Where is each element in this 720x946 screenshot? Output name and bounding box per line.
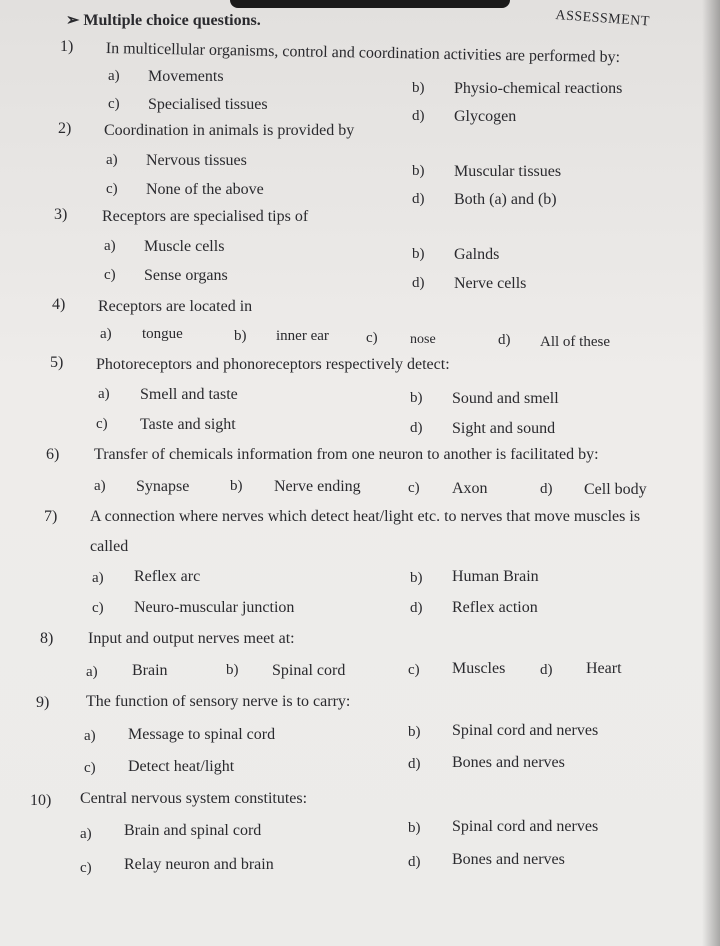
assessment-label: ASSESSMENT bbox=[554, 8, 651, 30]
option-label: b) bbox=[230, 478, 243, 494]
option-b: Spinal cord bbox=[272, 662, 346, 679]
option-a: Brain and spinal cord bbox=[124, 822, 262, 839]
option-c: Specialised tissues bbox=[148, 96, 268, 113]
option-c: Neuro-muscular junction bbox=[134, 599, 295, 616]
option-d: Bones and nerves bbox=[452, 754, 565, 771]
question-number: 9) bbox=[36, 694, 50, 711]
bullet-icon: ➢ bbox=[66, 12, 80, 29]
option-a: tongue bbox=[142, 326, 183, 342]
option-label: c) bbox=[80, 860, 92, 876]
option-label: a) bbox=[86, 664, 98, 680]
option-label: b) bbox=[226, 662, 239, 678]
option-d: Both (a) and (b) bbox=[454, 191, 557, 208]
option-a: Movements bbox=[148, 68, 224, 85]
option-d: Cell body bbox=[584, 481, 647, 498]
option-d: Bones and nerves bbox=[452, 851, 565, 868]
option-label: a) bbox=[104, 238, 116, 254]
option-label: b) bbox=[234, 328, 247, 344]
option-label: a) bbox=[92, 570, 104, 586]
section-title-text: Multiple choice questions. bbox=[83, 12, 261, 29]
option-d: Sight and sound bbox=[452, 420, 556, 437]
option-label: c) bbox=[366, 330, 378, 346]
question-number: 8) bbox=[40, 630, 54, 647]
option-label: d) bbox=[408, 854, 421, 870]
option-label: d) bbox=[410, 420, 423, 436]
option-b: Physio-chemical reactions bbox=[454, 80, 623, 97]
option-a: Muscle cells bbox=[144, 238, 225, 255]
option-b: Spinal cord and nerves bbox=[452, 722, 599, 739]
option-label: b) bbox=[412, 246, 425, 262]
option-d: Glycogen bbox=[454, 108, 517, 125]
option-label: a) bbox=[84, 728, 96, 744]
question-text: Transfer of chemicals information from one neuron to another is facilitated by: bbox=[94, 446, 599, 463]
option-label: c) bbox=[104, 267, 116, 283]
option-d: All of these bbox=[540, 334, 610, 350]
page-edge-shadow bbox=[702, 0, 720, 946]
option-label: d) bbox=[410, 600, 423, 616]
option-label: d) bbox=[412, 191, 425, 207]
question-text-continued: called bbox=[90, 538, 129, 555]
option-b: Sound and smell bbox=[452, 390, 559, 407]
option-d: Nerve cells bbox=[454, 275, 527, 292]
question-number: 5) bbox=[50, 354, 64, 371]
option-b: Human Brain bbox=[452, 568, 539, 585]
question-text: Receptors are specialised tips of bbox=[102, 208, 309, 225]
option-c: None of the above bbox=[146, 181, 264, 198]
question-text: Central nervous system constitutes: bbox=[80, 790, 308, 807]
question-number: 1) bbox=[60, 38, 74, 55]
option-label: c) bbox=[96, 416, 108, 432]
option-c: nose bbox=[410, 332, 436, 347]
option-a: Brain bbox=[132, 662, 168, 679]
option-c: Muscles bbox=[452, 660, 506, 677]
option-label: a) bbox=[98, 386, 110, 402]
question-text: Input and output nerves meet at: bbox=[88, 630, 295, 647]
option-c: Detect heat/light bbox=[128, 758, 235, 775]
option-label: a) bbox=[80, 826, 92, 842]
question-text: Photoreceptors and phonoreceptors respectively detect: bbox=[96, 356, 450, 373]
option-label: d) bbox=[408, 756, 421, 772]
option-label: b) bbox=[408, 724, 421, 740]
option-label: c) bbox=[84, 760, 96, 776]
question-number: 3) bbox=[54, 206, 68, 223]
question-text: The function of sensory nerve is to carry: bbox=[86, 693, 351, 710]
option-b: Spinal cord and nerves bbox=[452, 818, 599, 835]
option-label: a) bbox=[100, 326, 112, 342]
option-c: Sense organs bbox=[144, 267, 228, 284]
option-label: b) bbox=[410, 390, 423, 406]
option-label: a) bbox=[108, 68, 120, 84]
option-label: b) bbox=[412, 80, 425, 96]
option-a: Nervous tissues bbox=[146, 152, 247, 169]
option-b: Muscular tissues bbox=[454, 163, 562, 180]
page-shadow bbox=[230, 0, 510, 8]
option-d: Heart bbox=[586, 660, 622, 677]
question-text: Coordination in animals is provided by bbox=[104, 122, 355, 139]
option-a: Smell and taste bbox=[140, 386, 238, 403]
question-text: Receptors are located in bbox=[98, 298, 253, 315]
option-label: d) bbox=[412, 108, 425, 124]
question-number: 10) bbox=[30, 792, 52, 809]
option-label: d) bbox=[540, 662, 553, 678]
option-d: Reflex action bbox=[452, 599, 538, 616]
option-b: Nerve ending bbox=[274, 478, 361, 495]
question-text: A connection where nerves which detect heat/light etc. to nerves that move muscles is bbox=[90, 508, 641, 525]
question-number: 2) bbox=[58, 120, 72, 137]
option-label: b) bbox=[412, 163, 425, 179]
option-a: Message to spinal cord bbox=[128, 726, 276, 743]
option-label: d) bbox=[498, 332, 511, 348]
option-a: Reflex arc bbox=[134, 568, 201, 585]
section-title bbox=[66, 10, 261, 30]
question-number: 4) bbox=[52, 296, 66, 313]
option-label: c) bbox=[92, 600, 104, 616]
option-label: c) bbox=[108, 96, 120, 112]
option-label: c) bbox=[408, 662, 420, 678]
option-c: Relay neuron and brain bbox=[124, 856, 274, 873]
option-label: a) bbox=[106, 152, 118, 168]
option-b: Galnds bbox=[454, 246, 500, 263]
option-label: c) bbox=[408, 480, 420, 496]
option-label: a) bbox=[94, 478, 106, 494]
option-b: inner ear bbox=[276, 328, 329, 344]
option-c: Taste and sight bbox=[140, 416, 236, 433]
option-label: b) bbox=[408, 820, 421, 836]
option-a: Synapse bbox=[136, 478, 190, 495]
option-c: Axon bbox=[452, 480, 488, 497]
question-number: 6) bbox=[46, 446, 60, 463]
option-label: b) bbox=[410, 570, 423, 586]
option-label: c) bbox=[106, 181, 118, 197]
question-number: 7) bbox=[44, 508, 58, 525]
question-text: In multicellular organisms, control and coordination activities are performed by: bbox=[105, 40, 621, 66]
option-label: d) bbox=[412, 275, 425, 291]
option-label: d) bbox=[540, 481, 553, 497]
